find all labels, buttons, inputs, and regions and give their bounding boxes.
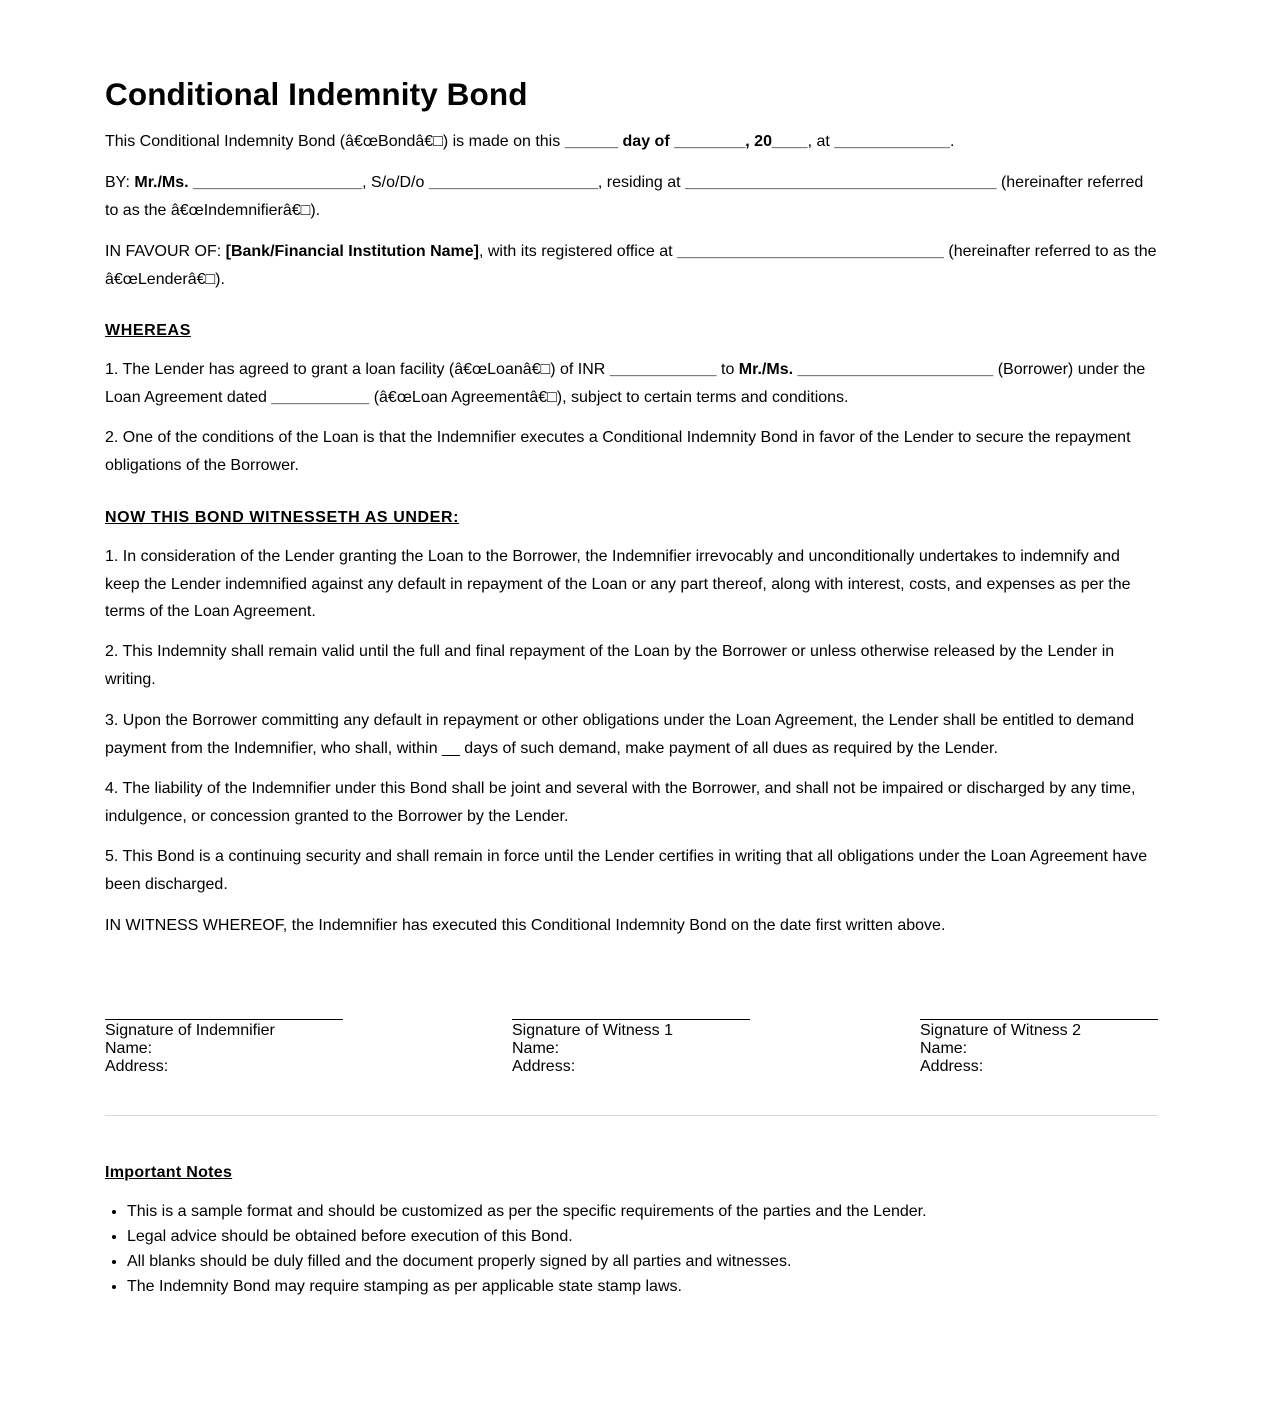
blank-agreement-date: ___________ (271, 388, 370, 406)
blank-amount: ____________ (609, 361, 717, 378)
signature-address-label: Address: (105, 1058, 169, 1075)
by-mr-ms: Mr./Ms. (134, 174, 189, 191)
list-item: • All blanks should be duly filled and the document properly signed by all parties and witnesses. (127, 1249, 927, 1274)
by-paragraph (105, 169, 1158, 224)
residing-label: , residing at (597, 174, 686, 191)
blank-office: ______________________________ (676, 243, 944, 260)
favour-paragraph (105, 238, 1158, 293)
blank-borrower: ______________________ (793, 361, 994, 378)
signature-block-indemnifier (105, 1019, 343, 1076)
favour-mid: , with its registered office at (478, 243, 677, 260)
signature-title: Signature of Witness 2 (920, 1022, 1081, 1039)
notes-list (105, 1199, 927, 1299)
borrower-mr-ms: Mr./Ms. (738, 361, 794, 378)
intro-end: . (949, 133, 955, 150)
signature-title: Signature of Indemnifier (105, 1022, 275, 1039)
in-witness-paragraph: IN WITNESS WHEREOF, the Indemnifier has executed this Conditional Indemnity Bond on the date first written above. (105, 917, 946, 934)
blank-indemnifier-name: ___________________ (188, 174, 363, 191)
witnesseth-paragraph-2: 2. This Indemnity shall remain valid until the full and final repayment of the Loan by the Borrower or unless otherwise released by the Lender in writing. (105, 643, 1115, 688)
at-label: , at (807, 133, 835, 150)
section-divider (105, 1115, 1158, 1116)
intro-text: This Conditional Indemnity Bond (â€œBondâ€□) is made on this (105, 133, 565, 150)
blank-month: ________ (674, 133, 746, 150)
year-label: , 20 (745, 133, 772, 150)
blank-parent-name: ___________________ (428, 174, 598, 191)
witnesseth-heading: NOW THIS BOND WITNESSETH AS UNDER: (105, 509, 460, 526)
to-label: to (716, 361, 739, 378)
whereas-1-text-2: (Borrower) under the Loan Agreement dated (105, 361, 1146, 406)
list-item: • The Indemnity Bond may require stamping as per applicable state stamp laws. (127, 1274, 927, 1299)
whereas-heading: WHEREAS (105, 322, 191, 339)
list-item: • Legal advice should be obtained before execution of this Bond. (127, 1224, 927, 1249)
signature-block-witness-1 (512, 1019, 750, 1076)
blank-place: _____________ (834, 133, 950, 150)
whereas-paragraph-2: 2. One of the conditions of the Loan is that the Indemnifier executes a Conditional Indemnity Bond in favor of the Lender to secure the repayment obligations of the Borrower. (105, 429, 1131, 474)
witnesseth-paragraph-4: 4. The liability of the Indemnifier under this Bond shall be joint and several with the Borrower, and shall not be impaired or discharged by any time, indulgence, or concession granted to the Borrower by the Lender. (105, 780, 1136, 825)
sodo-label: , S/o/D/o (362, 174, 429, 191)
bank-name: [Bank/Financial Institution Name] (225, 243, 479, 260)
whereas-1-text-3: (â€œLoan Agreementâ€□), subject to certain terms and conditions. (369, 388, 849, 406)
by-tail: (hereinafter referred to as the â€œIndemnifierâ€□). (105, 174, 1144, 219)
day-of-label: day of (618, 133, 675, 150)
whereas-1-text: 1. The Lender has agreed to grant a loan facility (â€œLoanâ€□) of INR (105, 361, 610, 378)
signature-name-label: Name: (920, 1040, 968, 1057)
witnesseth-paragraph-3: 3. Upon the Borrower committing any default in repayment or other obligations under the Loan Agreement, the Lender shall be entitled to demand payment from the Indemnifier, who shall, within __ days of such demand, make payment of all dues as required by the Lender. (105, 712, 1135, 757)
witnesseth-paragraph-1: 1. In consideration of the Lender granting the Loan to the Borrower, the Indemnifier irrevocably and unconditionally undertakes to indemnify and keep the Lender indemnified against any default in repayment of the Loan or any part thereof, along with interest, costs, and expenses as per the terms of the Loan Agreement. (105, 548, 1131, 620)
by-label: BY: (105, 174, 135, 191)
signature-block-witness-2 (920, 1019, 1158, 1076)
witnesseth-paragraph-5: 5. This Bond is a continuing security and shall remain in force until the Lender certifies in writing that all obligations under the Loan Agreement have been discharged. (105, 848, 1148, 893)
favour-tail: (hereinafter referred to as the â€œLenderâ€□). (105, 243, 1157, 288)
notes-heading: Important Notes (105, 1164, 233, 1181)
signature-line (105, 1019, 343, 1020)
signature-name-label: Name: (512, 1040, 560, 1057)
document-title: Conditional Indemnity Bond (105, 76, 528, 112)
favour-label: IN FAVOUR OF: (105, 243, 226, 260)
signature-line (512, 1019, 750, 1020)
intro-paragraph (105, 128, 1158, 156)
list-item: • This is a sample format and should be customized as per the specific requirements of the parties and the Lender. (127, 1199, 927, 1224)
blank-day: ______ (564, 133, 619, 150)
blank-address: ___________________________________ (685, 174, 997, 191)
signature-name-label: Name: (105, 1040, 153, 1057)
signature-address-label: Address: (920, 1058, 984, 1075)
signature-title: Signature of Witness 1 (512, 1022, 673, 1039)
signature-address-label: Address: (512, 1058, 576, 1075)
signature-line (920, 1019, 1158, 1020)
blank-year: ____ (771, 133, 808, 150)
whereas-paragraph-1 (105, 356, 1158, 411)
